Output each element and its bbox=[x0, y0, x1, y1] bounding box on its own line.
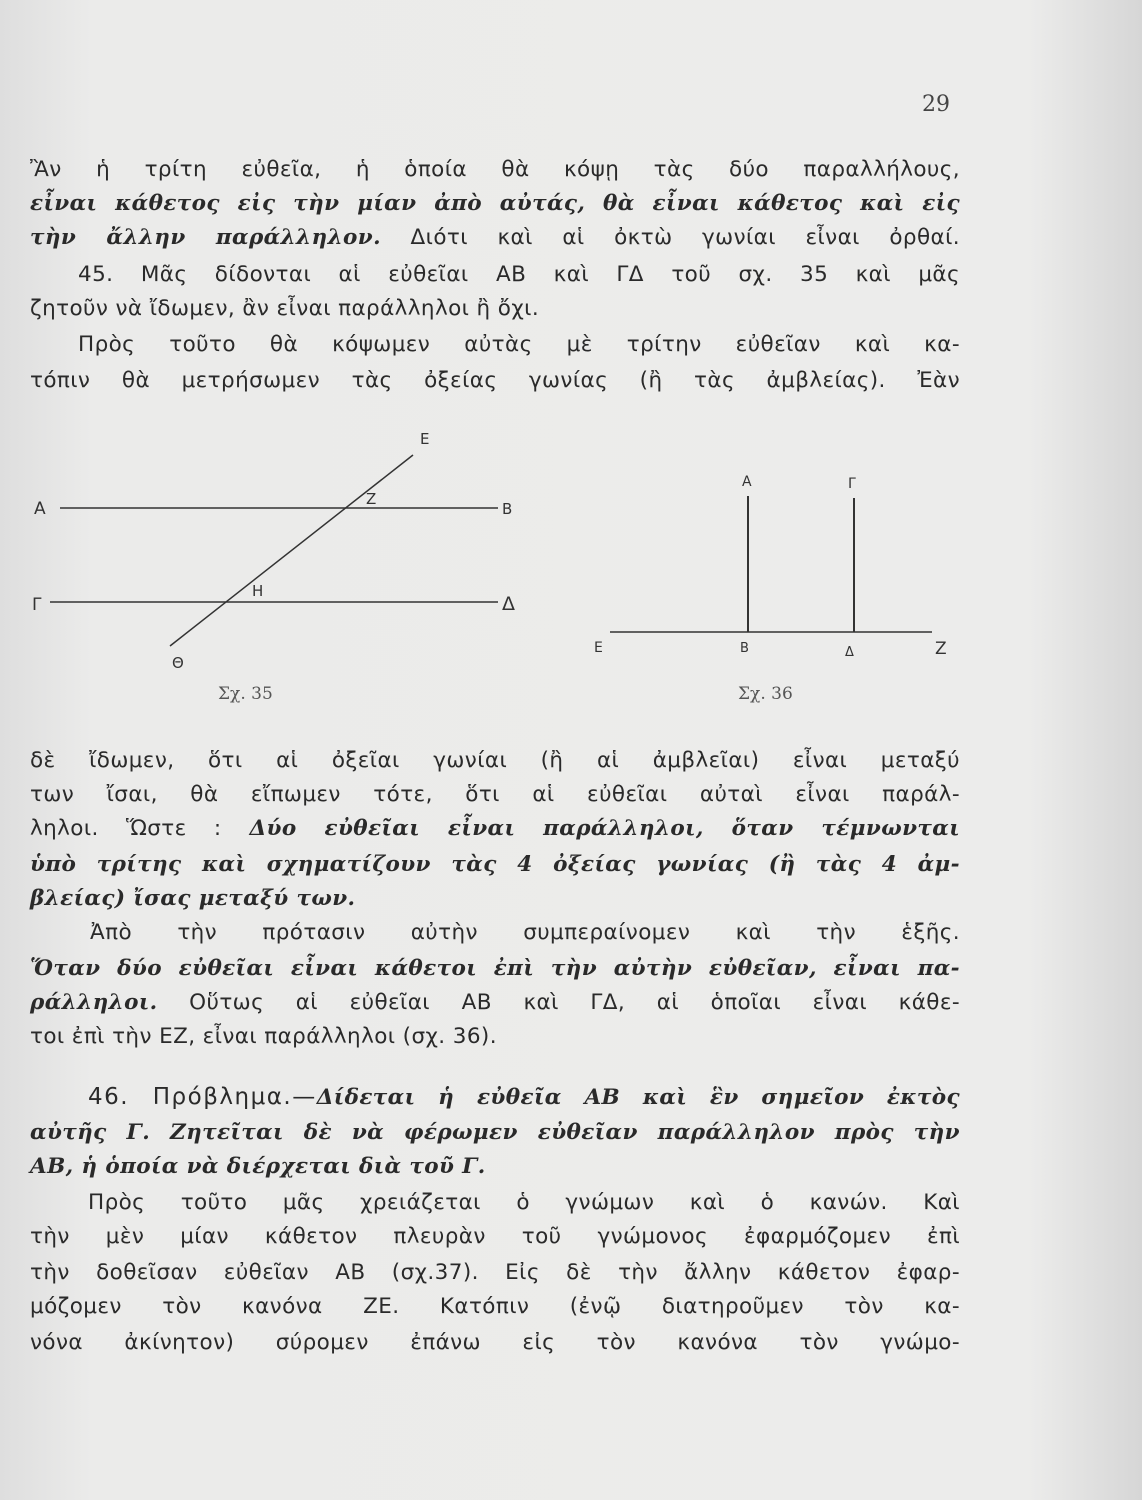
text-line bbox=[30, 988, 960, 1018]
theorem-line: Ὅταν δύο εὐθεῖαι εἶναι κάθετοι ἐπὶ τὴν αὐτὴν εὐθεῖαν, εἶναι πα- bbox=[30, 956, 960, 981]
label-th: Θ bbox=[172, 654, 184, 672]
figure-35 bbox=[20, 420, 540, 680]
theorem-line: εἶναι κάθετος εἰς τὴν μίαν ἀπὸ αὐτάς, θὰ εἶναι κάθετος καὶ εἰς bbox=[30, 191, 960, 216]
text-line bbox=[30, 223, 960, 253]
text-fragment: ληλοι. Ὥστε : bbox=[30, 816, 222, 841]
theorem-fragment: τὴν ἄλλην παράλληλον. bbox=[30, 225, 381, 250]
text-line: τόπιν θὰ μετρήσωμεν τὰς ὀξείας γωνίας (ἢ τὰς ἀμβλείας). Ἐὰν bbox=[30, 368, 960, 393]
text-line: δὲ ἴδωμεν, ὅτι αἱ ὀξεῖαι γωνίαι (ἢ αἱ ἀμβλεῖαι) εἶναι μεταξύ bbox=[30, 748, 960, 773]
label-h: Η bbox=[252, 582, 264, 600]
problem-heading-line bbox=[88, 1082, 960, 1113]
text-fragment: Οὕτως αἱ εὐθεῖαι ΑΒ καὶ ΓΔ, αἱ ὁποῖαι εἶναι κάθε- bbox=[157, 990, 960, 1015]
transversal-line bbox=[170, 455, 413, 646]
theorem-line: ὑπὸ τρίτης καὶ σχηματίζουν τὰς 4 ὀξείας γωνίας (ἢ τὰς 4 ἀμ- bbox=[30, 852, 960, 877]
text-line: Πρὸς τοῦτο θὰ κόψωμεν αὐτὰς μὲ τρίτην εὐθεῖαν καὶ κα- bbox=[78, 332, 960, 357]
problem-line: αὐτῆς Γ. Ζητεῖται δὲ νὰ φέρωμεν εὐθεῖαν παράλληλον πρὸς τὴν bbox=[30, 1120, 960, 1145]
problem-line: ΑΒ, ἡ ὁποία νὰ διέρχεται διὰ τοῦ Γ. bbox=[30, 1154, 486, 1179]
text-line: νόνα ἀκίνητον) σύρομεν ἐπάνω εἰς τὸν κανόνα τὸν γνώμο- bbox=[30, 1330, 960, 1355]
theorem-fragment: ράλληλοι. bbox=[30, 990, 158, 1015]
label-e: Ε bbox=[594, 640, 603, 656]
label-z: Ζ bbox=[935, 639, 947, 659]
text-line: μόζομεν τὸν κανόνα ΖΕ. Κατόπιν (ἐνῷ διατηροῦμεν τὸν κα- bbox=[30, 1294, 960, 1319]
text-line: Ἀπὸ τὴν πρότασιν αὐτὴν συμπεραίνομεν καὶ τὴν ἑξῆς. bbox=[90, 920, 960, 945]
figure-36 bbox=[580, 460, 960, 680]
text-line: τοι ἐπὶ τὴν ΕΖ, εἶναι παράλληλοι (σχ. 36). bbox=[30, 1024, 497, 1049]
label-g: Γ bbox=[32, 595, 42, 615]
text-line: των ἴσαι, θὰ εἴπωμεν τότε, ὅτι αἱ εὐθεῖαι αὐταὶ εἶναι παράλ- bbox=[30, 782, 960, 807]
label-b: Β bbox=[740, 641, 749, 656]
text-line: τὴν δοθεῖσαν εὐθεῖαν ΑΒ (σχ.37). Εἰς δὲ τὴν ἄλλην κάθετον ἐφαρ- bbox=[30, 1260, 960, 1285]
label-z: Ζ bbox=[366, 490, 377, 508]
theorem-fragment: Δύο εὐθεῖαι εἶναι παράλληλοι, ὅταν τέμνωνται bbox=[221, 816, 961, 841]
text-line bbox=[30, 814, 960, 844]
label-g: Γ bbox=[848, 476, 856, 492]
label-b: Β bbox=[502, 500, 513, 518]
text-line: 45. Μᾶς δίδονται αἱ εὐθεῖαι ΑΒ καὶ ΓΔ τοῦ σχ. 35 καὶ μᾶς bbox=[78, 262, 960, 287]
label-a: Α bbox=[742, 474, 752, 490]
page-number: 29 bbox=[922, 92, 950, 117]
figure-35-caption: Σχ. 35 bbox=[218, 684, 273, 704]
problem-statement: Δίδεται ἡ εὐθεῖα ΑΒ καὶ ἓν σημεῖον ἐκτὸς bbox=[316, 1085, 960, 1110]
label-a: Α bbox=[34, 499, 46, 519]
text-fragment: Διότι καὶ αἱ ὀκτὼ γωνίαι εἶναι ὀρθαί. bbox=[381, 225, 960, 250]
label-d: Δ bbox=[845, 645, 854, 660]
text-line: τὴν μὲν μίαν κάθετον πλευρὰν τοῦ γνώμονος ἐφαρμόζομεν ἐπὶ bbox=[30, 1224, 960, 1249]
text-line: Πρὸς τοῦτο μᾶς χρειάζεται ὁ γνώμων καὶ ὁ κανών. Καὶ bbox=[88, 1190, 960, 1215]
theorem-line: βλείας) ἴσας μεταξύ των. bbox=[30, 886, 356, 911]
label-d: Δ bbox=[502, 593, 515, 615]
text-line: Ἂν ἡ τρίτη εὐθεῖα, ἡ ὁποία θὰ κόψῃ τὰς δύο παραλλήλους, bbox=[30, 157, 960, 182]
problem-heading: 46. Πρόβλημα.— bbox=[88, 1084, 317, 1110]
label-e: Ε bbox=[420, 430, 430, 448]
text-line: ζητοῦν νὰ ἴδωμεν, ἂν εἶναι παράλληλοι ἢ ὄχι. bbox=[30, 296, 540, 321]
figure-36-caption: Σχ. 36 bbox=[738, 684, 793, 704]
